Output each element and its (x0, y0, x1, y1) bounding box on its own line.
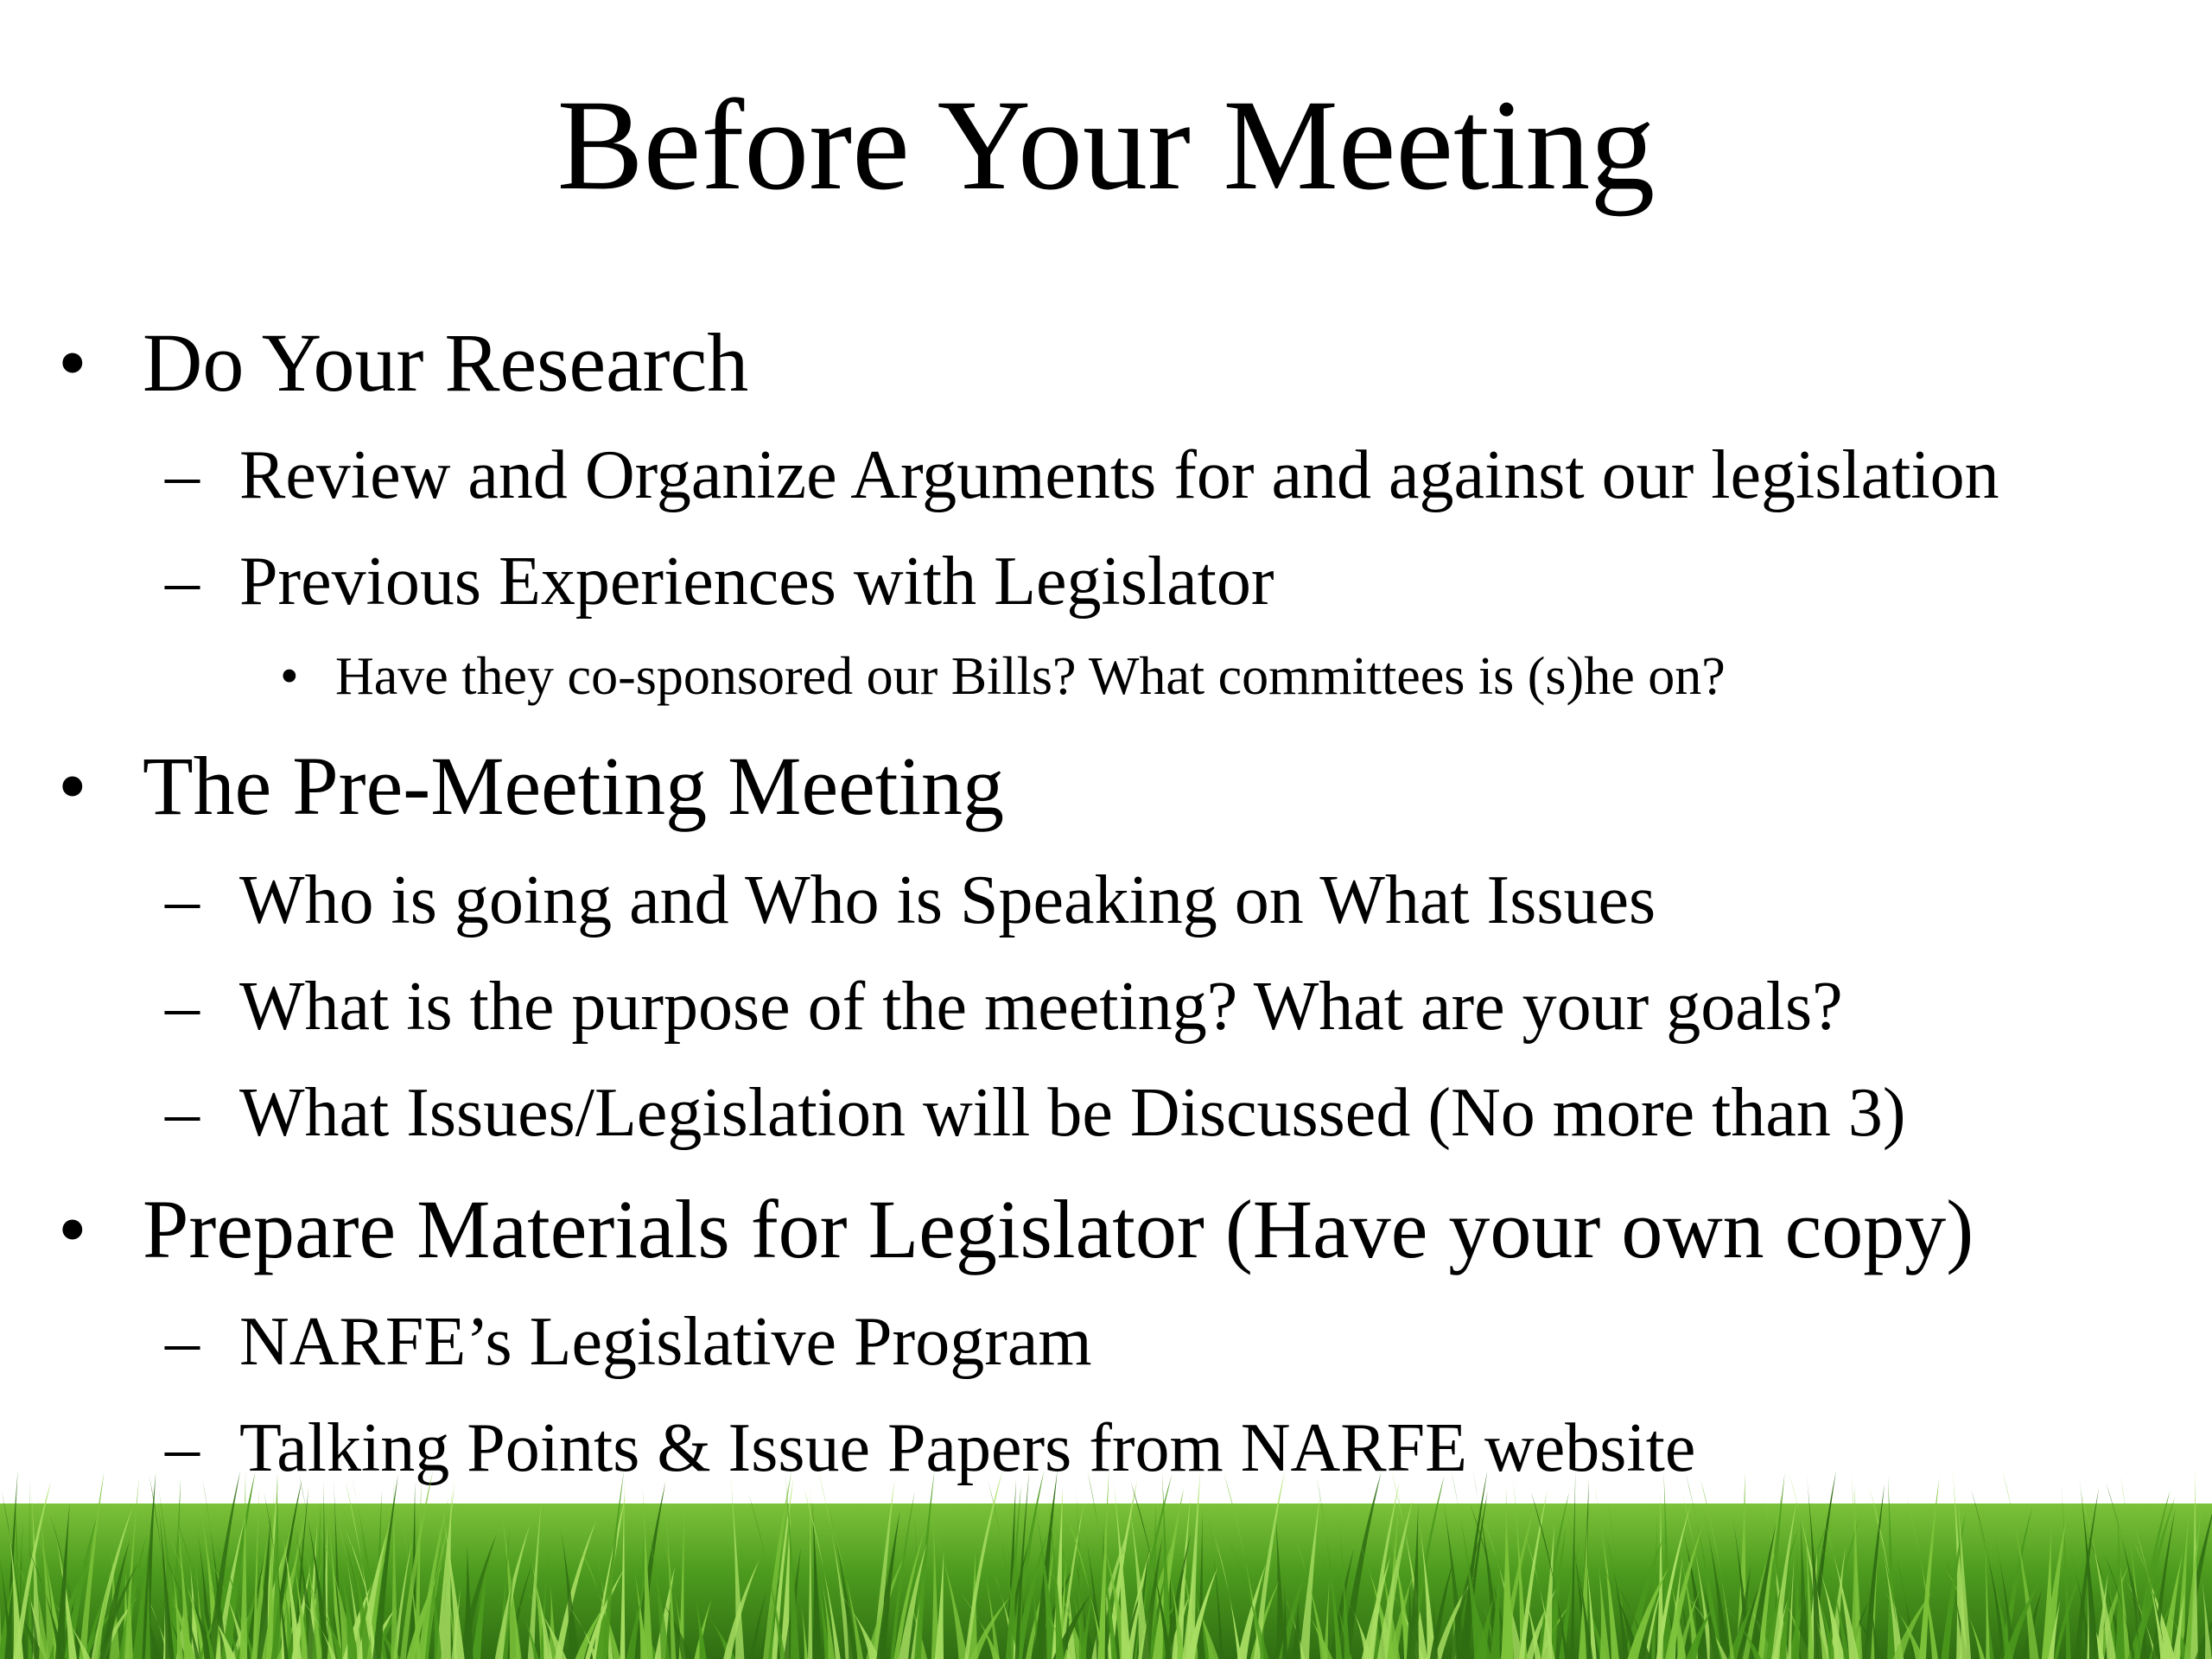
dash-marker: – (165, 969, 200, 1045)
bullet-marker: • (280, 647, 299, 706)
subbullet-legislative-program (165, 1304, 1092, 1380)
bullet-pre-meeting-meeting (58, 740, 1005, 832)
subbullet-text: What is the purpose of the meeting? What are your goals? (239, 969, 1843, 1045)
dash-marker: – (165, 1304, 200, 1380)
dash-marker: – (165, 1410, 200, 1486)
grass-strip-icon (0, 1469, 2212, 1659)
subsubbullet-text: Have they co-sponsored our Bills? What committees is (s)he on? (335, 647, 1726, 706)
subbullet-who-is-going (165, 862, 1656, 938)
bullet-text: Do Your Research (143, 316, 749, 409)
subbullet-issues-discussed (165, 1075, 1906, 1151)
subbullet-text: Who is going and Who is Speaking on What Issues (239, 862, 1656, 938)
bullet-marker: • (58, 1183, 87, 1275)
subbullet-text: What Issues/Legislation will be Discussed (No more than 3) (239, 1075, 1906, 1151)
subbullet-text: Previous Experiences with Legislator (239, 543, 1274, 620)
subbullet-previous-experiences (165, 543, 1274, 620)
subbullet-text: Review and Organize Arguments for and against our legislation (239, 437, 1999, 513)
bullet-text: The Pre-Meeting Meeting (143, 740, 1005, 832)
subbullet-text: NARFE’s Legislative Program (239, 1304, 1092, 1380)
bullet-do-your-research (58, 316, 749, 409)
dash-marker: – (165, 862, 200, 938)
bullet-marker: • (58, 740, 87, 832)
subbullet-text: Talking Points & Issue Papers from NARFE website (239, 1410, 1696, 1486)
dash-marker: – (165, 543, 200, 620)
bullet-prepare-materials (58, 1183, 1974, 1275)
subbullet-review-arguments (165, 437, 1999, 513)
slide-title: Before Your Meeting (556, 73, 1656, 217)
subbullet-purpose (165, 969, 1843, 1045)
bullet-marker: • (58, 316, 87, 409)
dash-marker: – (165, 437, 200, 513)
subsubbullet-cosponsored (280, 647, 1726, 706)
dash-marker: – (165, 1075, 200, 1151)
bullet-text: Prepare Materials for Legislator (Have your own copy) (143, 1183, 1974, 1275)
